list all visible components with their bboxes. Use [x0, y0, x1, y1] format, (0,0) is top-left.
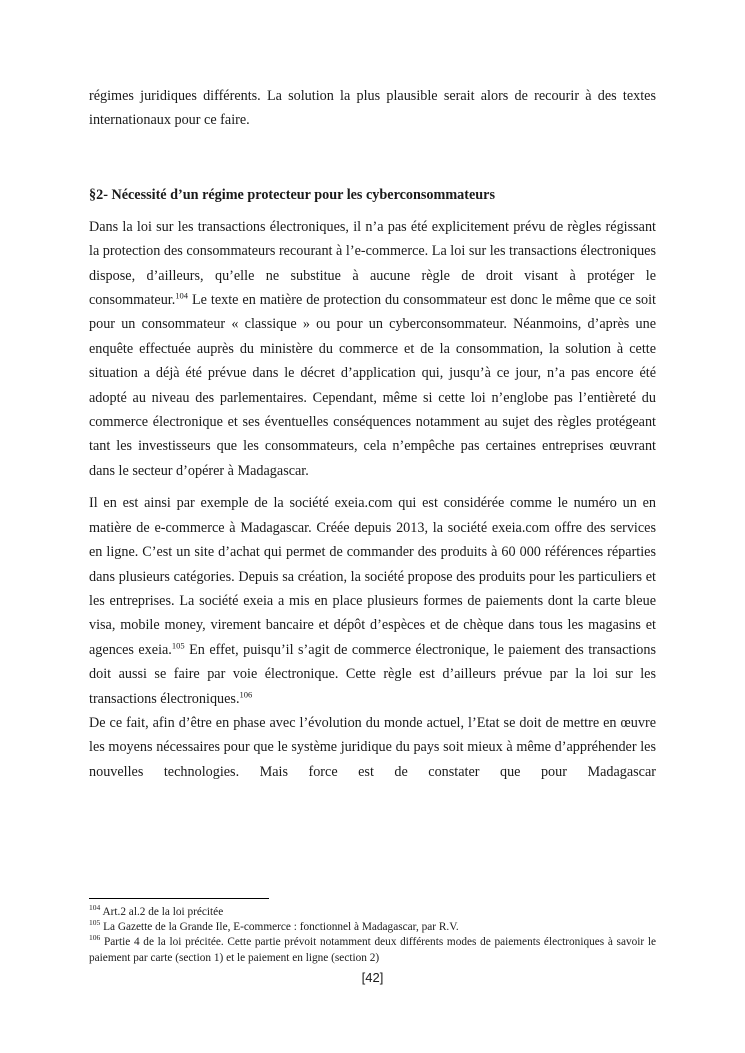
paragraph-text: Le texte en matière de protection du consommateur est donc le même que ce soit pour un consommateur « classique » ou pour un cyberconsommateur. Néanmoins, d’après une enquête effectuée auprès du ministère du commerce et de la consommation, la solution à cette situation a déjà été prévue dans le décret d’application qui, jusqu’à ce jour, n’a pas encore été adopté au niveau des parlementaires. Cependant, même si cette loi n’englobe pas l’entièreté du commerce électronique et ses éventuelles conséquences notamment au sujet des règles protégeant tant les investisseurs que les consommateurs, cela n’empêche pas certaines entreprises œuvrant dans le secteur d’opérer à Madagascar.: [89, 292, 656, 479]
footnote-text: Art.2 al.2 de la loi précitée: [100, 906, 224, 918]
paragraph-legal-framework: [89, 215, 656, 483]
footnote-number: 105: [89, 918, 101, 928]
footnote-ref-104[interactable]: 104: [175, 290, 189, 301]
page-number: [42]: [361, 970, 384, 985]
footnote-text: Partie 4 de la loi précitée. Cette partie prévoit notamment deux différents modes de paiements électroniques à savoir le paiement par carte (section 1) et le paiement en ligne (section 2): [89, 936, 656, 964]
paragraph-conclusion: De ce fait, afin d’être en phase avec l’évolution du monde actuel, l’Etat se doit de mettre en œuvre les moyens nécessaires pour que le système juridique du pays soit mieux à même d’appréhender les nouvelles technologies. Mais force est de constater que pour Madagascar: [89, 714, 656, 780]
footnote-number: 106: [89, 933, 101, 943]
footnote-ref-105[interactable]: 105: [171, 639, 185, 650]
footnote-106: [89, 935, 656, 965]
paragraph-text: En effet, puisqu’il s’agit de commerce électronique, le paiement des transactions doit aussi se faire par voie électronique. Cette règle est d’ailleurs prévue par la loi sur les transactions électroniques.: [89, 641, 656, 707]
footnote-number: 104: [89, 903, 101, 913]
intro-paragraph: régimes juridiques différents. La solution la plus plausible serait alors de recourir à des textes internationaux pour ce faire.: [89, 88, 656, 129]
footnote-105: [89, 920, 656, 935]
paragraph-exeia: [89, 491, 656, 711]
footnotes: [89, 898, 656, 966]
section-heading: §2- Nécessité d’un régime protecteur pour les cyberconsommateurs: [89, 186, 495, 203]
footnote-separator: [89, 898, 269, 899]
paragraph-text: Il en est ainsi par exemple de la société exeia.com qui est considérée comme le numéro un en matière de e-commerce à Madagascar. Créée depuis 2013, la société exeia.com offre des services en ligne. C’est un site d’achat qui permet de commander des produits à 60 000 références réparties dans plusieurs catégories. Depuis sa création, la société propose des produits pour les particuliers et les entreprises. La société exeia a mis en place plusieurs formes de paiements dont la carte bleue visa, mobile money, virement bancaire et dépôt d’espèces et de chèque dans tous les magasins et agences exeia.: [89, 495, 656, 658]
footnote-text: La Gazette de la Grande Ile, E-commerce : fonctionnel à Madagascar, par R.V.: [100, 921, 459, 934]
paragraph-text: Dans la loi sur les transactions électroniques, il n’a pas été explicitement prévu de règles régissant la protection des consommateurs recourant à l’e-commerce. La loi sur les transactions électroniques dispose, d’ailleurs, qu’elle ne substitue à aucune règle de droit visant à protéger le consommateur.: [89, 218, 656, 309]
footnote-104: [89, 905, 656, 920]
page-body: [89, 84, 656, 784]
footnote-ref-106[interactable]: 106: [239, 688, 253, 699]
